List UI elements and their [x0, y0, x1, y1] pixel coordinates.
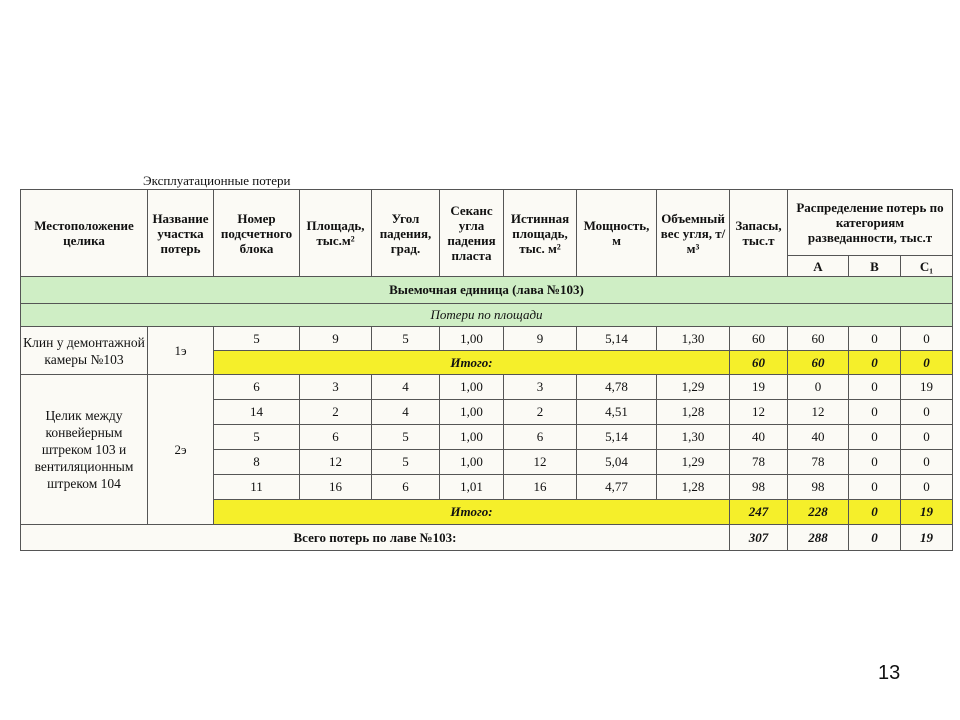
cat-c1-cell: 0	[901, 425, 953, 450]
thickness-cell: 4,78	[577, 375, 657, 400]
section-row	[21, 277, 953, 304]
thickness-cell: 5,14	[577, 425, 657, 450]
header-cat-c1: С₁	[901, 256, 953, 277]
header-area: Площадь, тыс.м²	[300, 190, 372, 277]
loss-name-cell: 2э	[148, 375, 214, 525]
losses-table	[20, 189, 953, 551]
subsection-title: Потери по площади	[21, 304, 953, 327]
header-reserves: Запасы, тыс.т	[730, 190, 788, 277]
cat-c1-cell: 19	[901, 375, 953, 400]
secant-cell: 1,00	[440, 375, 504, 400]
dip-angle-cell: 5	[372, 425, 440, 450]
cat-a-cell: 0	[788, 375, 849, 400]
density-cell: 1,28	[657, 475, 730, 500]
subtotal-cat-a: 60	[788, 351, 849, 375]
true-area-cell: 12	[504, 450, 577, 475]
grand-total-row	[21, 525, 953, 551]
header-location: Местоположение целика	[21, 190, 148, 277]
dip-angle-cell: 5	[372, 450, 440, 475]
table-caption: Эксплуатационные потери	[143, 173, 291, 188]
grand-total-cat-b: 0	[849, 525, 901, 551]
area-cell: 3	[300, 375, 372, 400]
block-no-cell: 5	[214, 425, 300, 450]
cat-b-cell: 0	[849, 375, 901, 400]
secant-cell: 1,00	[440, 400, 504, 425]
cat-b-cell: 0	[849, 475, 901, 500]
true-area-cell: 6	[504, 425, 577, 450]
location-cell: Клин у демонтажной камеры №103	[21, 327, 148, 375]
cat-a-cell: 12	[788, 400, 849, 425]
area-cell: 16	[300, 475, 372, 500]
secant-cell: 1,00	[440, 450, 504, 475]
page-number: 13	[878, 662, 901, 684]
dip-angle-cell: 4	[372, 375, 440, 400]
cat-b-cell: 0	[849, 327, 901, 351]
area-cell: 12	[300, 450, 372, 475]
cat-a-cell: 78	[788, 450, 849, 475]
subtotal-reserves: 247	[730, 500, 788, 525]
secant-cell: 1,01	[440, 475, 504, 500]
subtotal-label: Итого:	[214, 351, 730, 375]
reserves-cell: 12	[730, 400, 788, 425]
cat-c1-cell: 0	[901, 475, 953, 500]
grand-total-label: Всего потерь по лаве №103:	[21, 525, 730, 551]
block-no-cell: 11	[214, 475, 300, 500]
reserves-cell: 40	[730, 425, 788, 450]
block-no-cell: 5	[214, 327, 300, 351]
subtotal-cat-c1: 0	[901, 351, 953, 375]
cat-b-cell: 0	[849, 425, 901, 450]
grand-total-reserves: 307	[730, 525, 788, 551]
density-cell: 1,29	[657, 450, 730, 475]
density-cell: 1,30	[657, 327, 730, 351]
cat-c1-cell: 0	[901, 400, 953, 425]
header-distribution: Распределение потерь по категориям разведанности, тыс.т	[788, 190, 953, 256]
header-block-no: Номер подсчетного блока	[214, 190, 300, 277]
true-area-cell: 9	[504, 327, 577, 351]
section-title: Выемочная единица (лава №103)	[21, 277, 953, 304]
true-area-cell: 16	[504, 475, 577, 500]
grand-total-cat-a: 288	[788, 525, 849, 551]
thickness-cell: 5,04	[577, 450, 657, 475]
true-area-cell: 3	[504, 375, 577, 400]
reserves-cell: 98	[730, 475, 788, 500]
subsection-row	[21, 304, 953, 327]
cat-a-cell: 60	[788, 327, 849, 351]
density-cell: 1,29	[657, 375, 730, 400]
cat-b-cell: 0	[849, 400, 901, 425]
reserves-cell: 78	[730, 450, 788, 475]
subtotal-cat-c1: 19	[901, 500, 953, 525]
header-secant: Секанс угла падения пласта	[440, 190, 504, 277]
cat-c1-cell: 0	[901, 327, 953, 351]
block-no-cell: 14	[214, 400, 300, 425]
subtotal-cat-a: 228	[788, 500, 849, 525]
table-row	[21, 327, 953, 351]
header-row	[21, 190, 953, 256]
header-dip-angle: Угол падения, град.	[372, 190, 440, 277]
header-cat-a: А	[788, 256, 849, 277]
dip-angle-cell: 5	[372, 327, 440, 351]
area-cell: 9	[300, 327, 372, 351]
secant-cell: 1,00	[440, 425, 504, 450]
secant-cell: 1,00	[440, 327, 504, 351]
cat-a-cell: 40	[788, 425, 849, 450]
reserves-cell: 60	[730, 327, 788, 351]
location-cell: Целик между конвейерным штреком 103 и вентиляционным штреком 104	[21, 375, 148, 525]
subtotal-cat-b: 0	[849, 351, 901, 375]
density-cell: 1,30	[657, 425, 730, 450]
density-cell: 1,28	[657, 400, 730, 425]
grand-total-cat-c1: 19	[901, 525, 953, 551]
reserves-cell: 19	[730, 375, 788, 400]
cat-c1-cell: 0	[901, 450, 953, 475]
dip-angle-cell: 4	[372, 400, 440, 425]
header-density: Объемный вес угля, т/м³	[657, 190, 730, 277]
table-row	[21, 375, 953, 400]
subtotal-reserves: 60	[730, 351, 788, 375]
subtotal-cat-b: 0	[849, 500, 901, 525]
header-true-area: Истинная площадь, тыс. м²	[504, 190, 577, 277]
dip-angle-cell: 6	[372, 475, 440, 500]
area-cell: 2	[300, 400, 372, 425]
header-thickness: Мощность, м	[577, 190, 657, 277]
block-no-cell: 6	[214, 375, 300, 400]
true-area-cell: 2	[504, 400, 577, 425]
header-loss-name: Название участка потерь	[148, 190, 214, 277]
cat-a-cell: 98	[788, 475, 849, 500]
thickness-cell: 4,51	[577, 400, 657, 425]
thickness-cell: 5,14	[577, 327, 657, 351]
cat-b-cell: 0	[849, 450, 901, 475]
block-no-cell: 8	[214, 450, 300, 475]
loss-name-cell: 1э	[148, 327, 214, 375]
thickness-cell: 4,77	[577, 475, 657, 500]
header-cat-b: В	[849, 256, 901, 277]
area-cell: 6	[300, 425, 372, 450]
subtotal-label: Итого:	[214, 500, 730, 525]
